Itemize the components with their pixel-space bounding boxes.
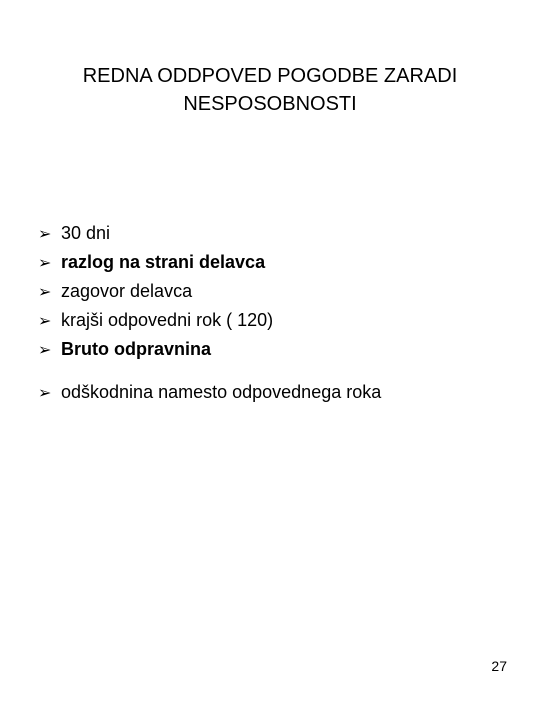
bullet-text: Bruto odpravnina bbox=[61, 339, 212, 359]
bullet-text: krajši odpovedni rok ( 120) bbox=[61, 310, 274, 330]
slide-title-line-2: NESPOSOBNOSTI bbox=[183, 93, 357, 115]
arrow-bullet-icon: ➢ bbox=[38, 383, 52, 402]
bullet-item bbox=[38, 277, 381, 306]
slide-title-line-1: REDNA ODDPOVED POGODBE ZARADI bbox=[82, 65, 458, 87]
slide-title bbox=[30, 62, 510, 118]
bullet-item bbox=[38, 335, 381, 364]
bullet-item bbox=[38, 306, 381, 335]
bullet-text: razlog na strani delavca bbox=[61, 252, 266, 272]
bullet-item bbox=[38, 378, 381, 407]
arrow-bullet-icon: ➢ bbox=[38, 311, 52, 330]
bullet-text: zagovor delavca bbox=[61, 281, 193, 301]
bullet-item bbox=[38, 248, 381, 277]
page-number: 27 bbox=[491, 658, 507, 674]
arrow-bullet-icon: ➢ bbox=[38, 253, 52, 272]
arrow-bullet-icon: ➢ bbox=[38, 224, 52, 243]
arrow-bullet-icon: ➢ bbox=[38, 282, 52, 301]
bullet-text: 30 dni bbox=[61, 223, 111, 243]
bullet-list bbox=[38, 219, 381, 407]
bullet-item bbox=[38, 219, 381, 248]
arrow-bullet-icon: ➢ bbox=[38, 340, 52, 359]
bullet-text: odškodnina namesto odpovednega roka bbox=[61, 382, 382, 402]
